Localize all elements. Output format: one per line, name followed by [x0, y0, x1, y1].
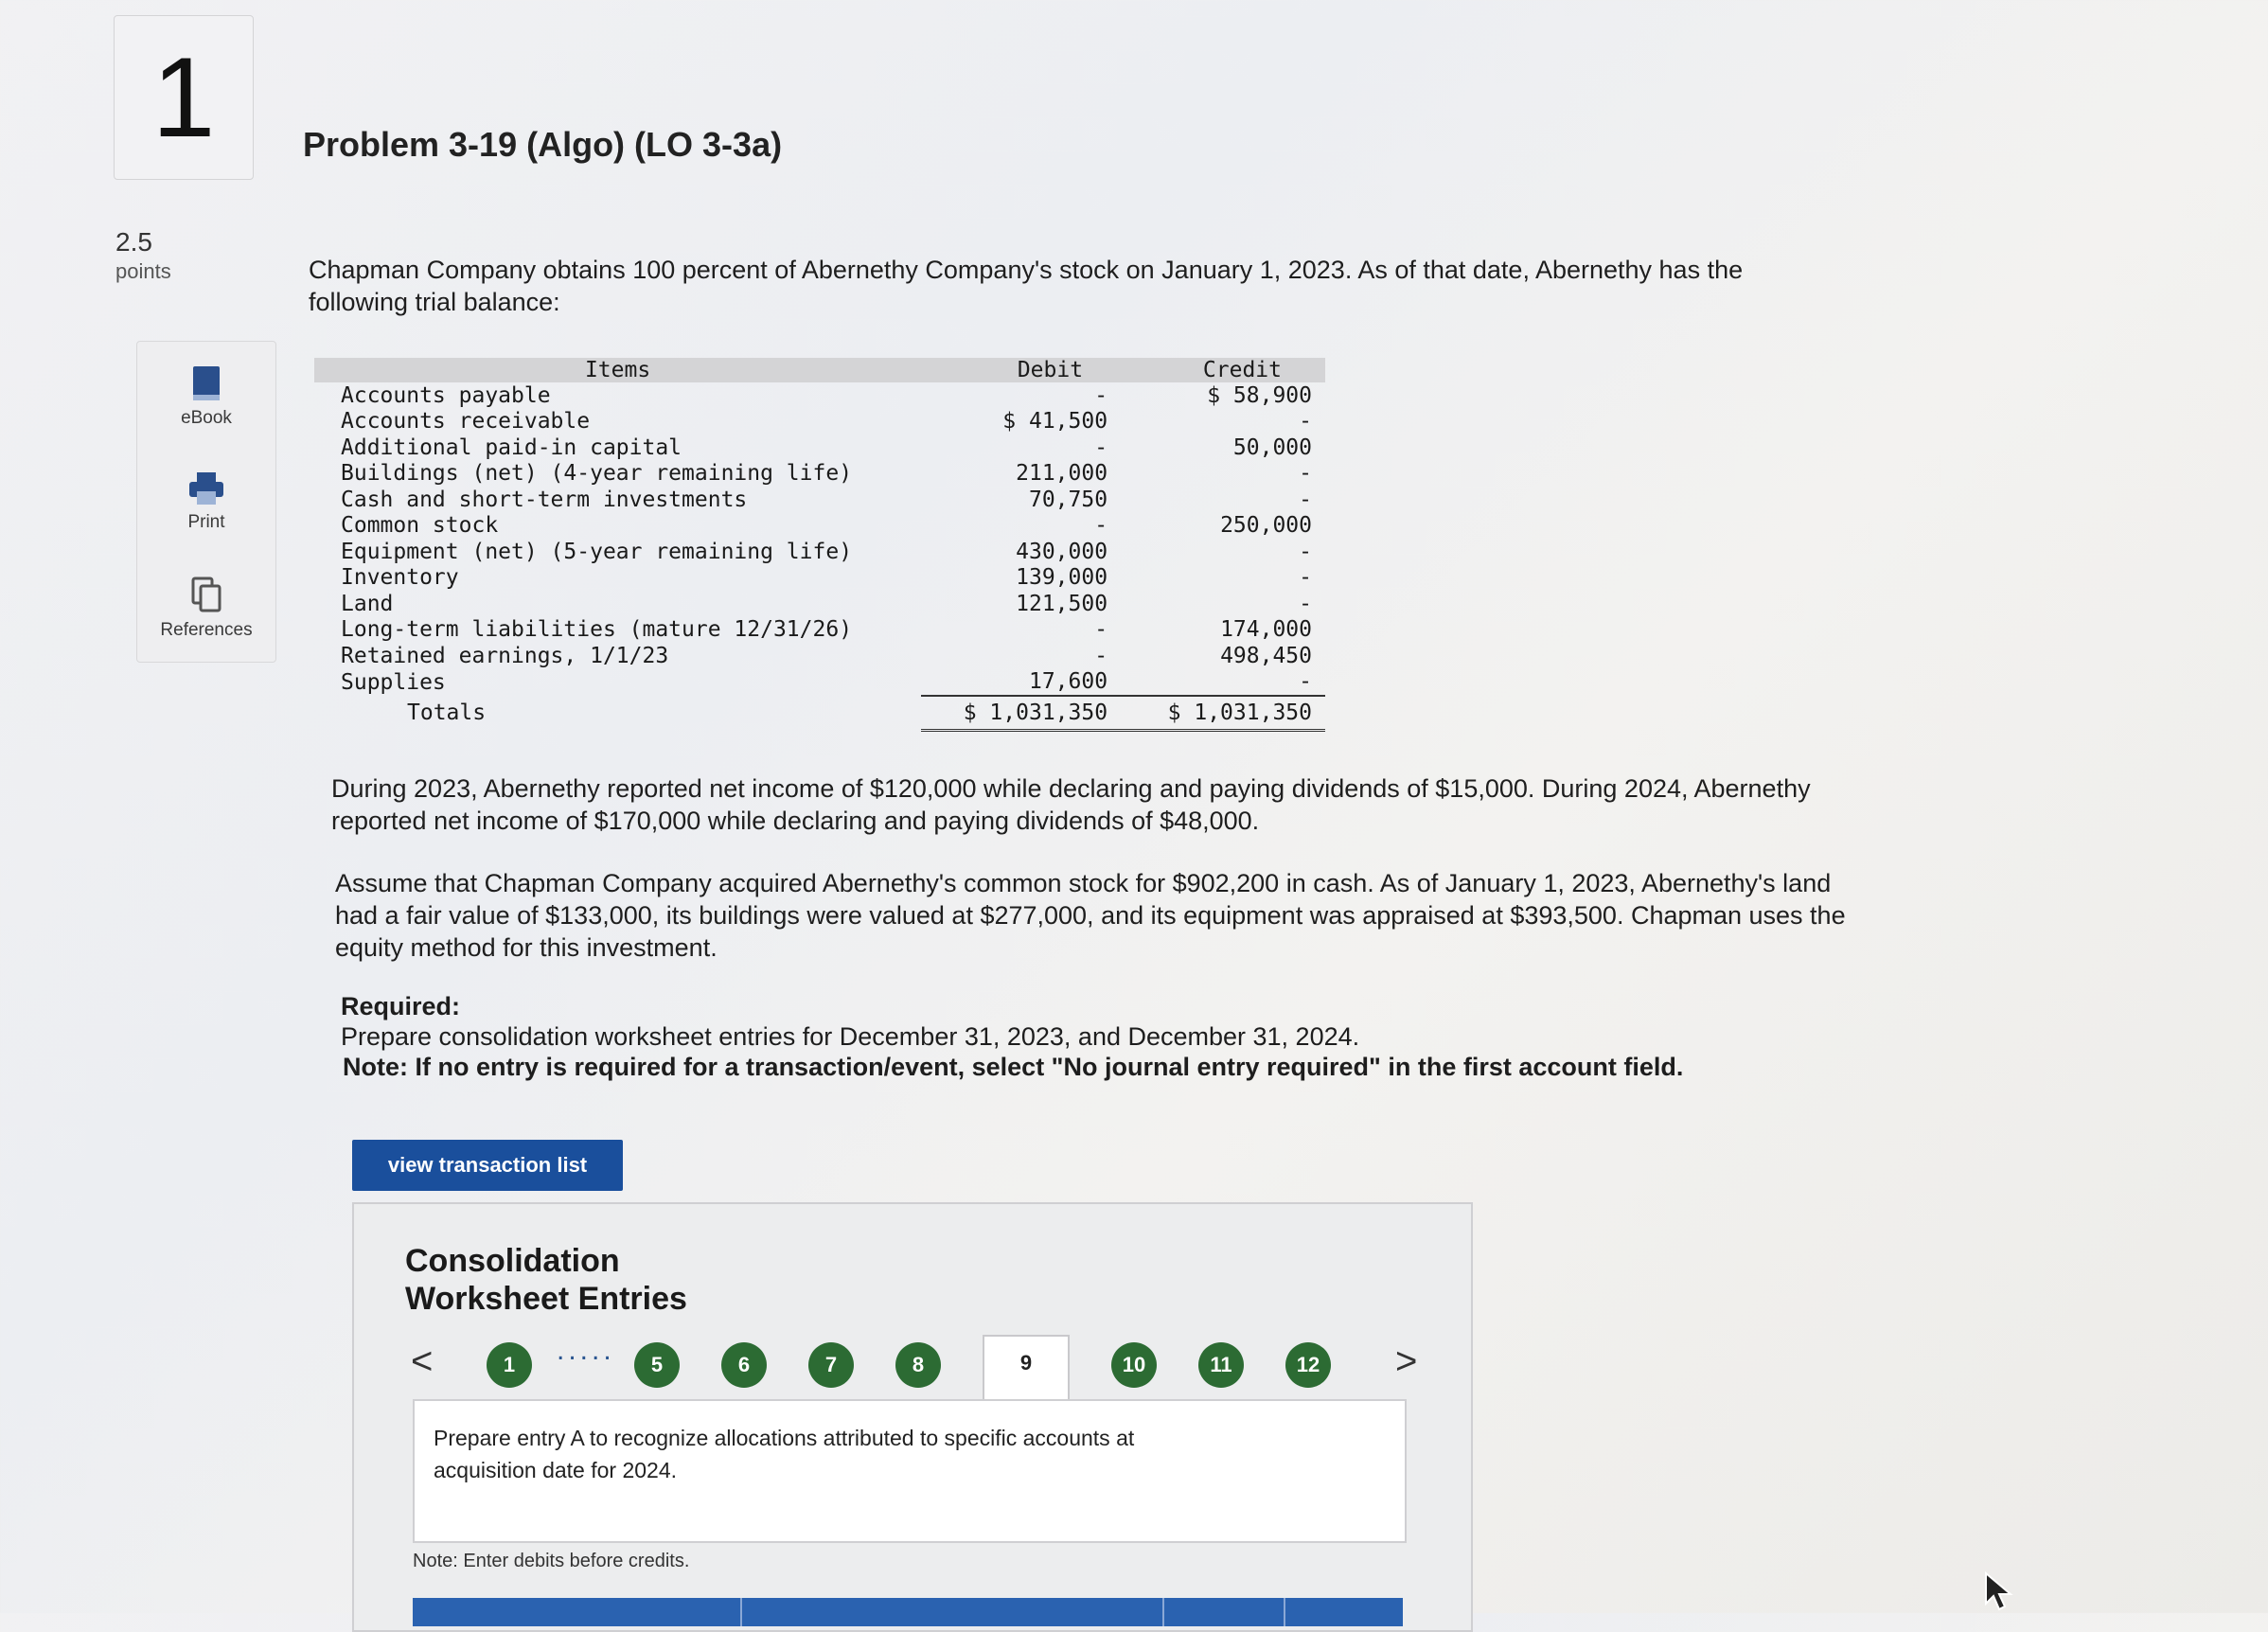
debit-cell: 139,000: [1016, 565, 1108, 591]
required-note: Note: If no entry is required for a transaction/event, select "No journal entry required" in the first account field.: [343, 1053, 1684, 1081]
instruction-box: [413, 1399, 1407, 1543]
trial-balance-table: [314, 358, 1325, 732]
table-row: [314, 513, 1325, 540]
item-cell: Inventory: [341, 565, 459, 591]
printer-icon: [187, 470, 225, 506]
worksheet-title-line: Consolidation: [405, 1243, 620, 1279]
table-row: [314, 591, 1325, 617]
intro-line: Chapman Company obtains 100 percent of Abernethy Company's stock on January 1, 2023. As of that date, Abernethy has the: [309, 256, 1744, 284]
required-body: Prepare consolidation worksheet entries for December 31, 2023, and December 31, 2024.: [341, 1022, 1360, 1051]
step-7-button[interactable]: 7: [808, 1342, 854, 1388]
step-9-tab[interactable]: 9: [983, 1335, 1070, 1405]
step-10-button[interactable]: 10: [1111, 1342, 1157, 1388]
view-transaction-list-button[interactable]: view transaction list: [352, 1140, 623, 1191]
acquisition-paragraph: [335, 867, 1846, 964]
step-8-button[interactable]: 8: [895, 1342, 941, 1388]
item-cell: Buildings (net) (4-year remaining life): [341, 461, 853, 487]
intro-line: following trial balance:: [309, 288, 560, 316]
instruction-text: [434, 1422, 1267, 1486]
paragraph-line: Assume that Chapman Company acquired Abernethy's common stock for $902,200 in cash. As of January 1, 2023, Abernethy's land: [335, 869, 1832, 897]
credit-cell: -: [1299, 461, 1312, 487]
print-label: Print: [187, 512, 225, 532]
debit-cell: -: [1094, 382, 1108, 408]
references-label: References: [160, 620, 253, 640]
totals-credit: $ 1,031,350: [1121, 696, 1325, 731]
paragraph-line: reported net income of $170,000 while declaring and paying dividends of $48,000.: [331, 807, 1260, 835]
table-row: [314, 382, 1325, 409]
credit-header: Credit: [1121, 358, 1325, 382]
problem-title: Problem 3-19 (Algo) (LO 3-3a): [303, 125, 783, 164]
tools-panel: [136, 341, 276, 663]
credit-cell: -: [1299, 487, 1312, 512]
item-cell: Additional paid-in capital: [341, 435, 682, 460]
credit-cell: -: [1299, 409, 1312, 435]
debit-cell: 211,000: [1016, 461, 1108, 487]
step-6-button[interactable]: 6: [721, 1342, 767, 1388]
paragraph-line: During 2023, Abernethy reported net income of $120,000 while declaring and paying dividends of $15,000. During 2024, Abernethy: [331, 774, 1811, 803]
points-value: 2.5: [115, 227, 152, 257]
debit-cell: -: [1094, 643, 1108, 668]
items-header: Items: [314, 358, 921, 382]
instruction-line: Prepare entry A to recognize allocations attributed to specific accounts at: [434, 1426, 1135, 1450]
question-number: 1: [114, 15, 254, 180]
step-1-button[interactable]: 1: [487, 1342, 532, 1388]
credit-cell: 50,000: [1232, 435, 1312, 460]
prev-arrow-icon[interactable]: <: [411, 1340, 434, 1382]
table-row: [314, 643, 1325, 669]
item-cell: Accounts payable: [341, 382, 551, 408]
table-row: [314, 565, 1325, 592]
table-row: [314, 461, 1325, 488]
debit-cell: -: [1094, 435, 1108, 460]
totals-row: [314, 696, 1325, 731]
column-divider: [740, 1598, 742, 1626]
income-paragraph: [331, 772, 1811, 837]
credit-cell: 174,000: [1220, 617, 1312, 643]
step-12-button[interactable]: 12: [1285, 1342, 1331, 1388]
table-header-row: [314, 358, 1325, 382]
points-label: points: [115, 259, 171, 283]
table-row: [314, 669, 1325, 697]
credit-cell: 498,450: [1220, 643, 1312, 668]
worksheet-title: [405, 1242, 687, 1318]
item-cell: Cash and short-term investments: [341, 487, 748, 512]
intro-paragraph: [309, 254, 1743, 318]
credit-cell: $ 58,900: [1207, 382, 1312, 408]
debit-cell: 121,500: [1016, 591, 1108, 616]
debit-cell: 430,000: [1016, 539, 1108, 564]
totals-label: Totals: [407, 701, 487, 726]
table-row: [314, 435, 1325, 461]
credit-cell: -: [1299, 539, 1312, 564]
table-row: [314, 617, 1325, 644]
item-cell: Common stock: [341, 513, 499, 539]
references-button[interactable]: [137, 577, 275, 641]
column-divider: [1284, 1598, 1285, 1626]
step-5-button[interactable]: 5: [634, 1342, 680, 1388]
ebook-label: eBook: [181, 408, 232, 428]
item-cell: Long-term liabilities (mature 12/31/26): [341, 617, 853, 643]
instruction-line: acquisition date for 2024.: [434, 1458, 678, 1482]
column-divider: [1162, 1598, 1164, 1626]
item-cell: Retained earnings, 1/1/23: [341, 643, 669, 668]
worksheet-panel: [352, 1202, 1473, 1632]
book-icon: [189, 364, 223, 402]
steps-ellipsis: .....: [557, 1335, 615, 1366]
entry-table-header: [413, 1598, 1403, 1626]
worksheet-title-line: Worksheet Entries: [405, 1281, 687, 1317]
credit-cell: -: [1121, 669, 1325, 697]
next-arrow-icon[interactable]: >: [1395, 1340, 1418, 1382]
debit-header: Debit: [921, 358, 1121, 382]
paragraph-line: had a fair value of $133,000, its buildings were valued at $277,000, and its equipment was appraised at $393,500. Chapman uses the: [335, 901, 1846, 930]
credit-cell: -: [1299, 591, 1312, 616]
item-cell: Accounts receivable: [341, 409, 591, 435]
required-heading: Required:: [341, 992, 461, 1020]
entry-note: Note: Enter debits before credits.: [413, 1551, 690, 1571]
item-cell: Land: [341, 591, 394, 616]
documents-icon: [189, 577, 223, 614]
debit-cell: -: [1094, 513, 1108, 539]
step-11-button[interactable]: 11: [1198, 1342, 1244, 1388]
item-cell: Supplies: [341, 669, 446, 695]
totals-debit: $ 1,031,350: [921, 696, 1121, 731]
credit-cell: 250,000: [1220, 513, 1312, 539]
item-cell: Equipment (net) (5-year remaining life): [341, 539, 853, 564]
mouse-cursor-icon: [1984, 1571, 2018, 1613]
print-button[interactable]: [137, 470, 275, 533]
table-row: [314, 539, 1325, 565]
paragraph-line: equity method for this investment.: [335, 933, 718, 962]
debit-cell: -: [1094, 617, 1108, 643]
ebook-button[interactable]: [137, 364, 275, 429]
table-row: [314, 409, 1325, 435]
credit-cell: -: [1299, 565, 1312, 591]
debit-cell: 70,750: [1028, 487, 1108, 512]
debit-cell: 17,600: [921, 669, 1121, 697]
debit-cell: $ 41,500: [1002, 409, 1108, 435]
table-row: [314, 487, 1325, 513]
